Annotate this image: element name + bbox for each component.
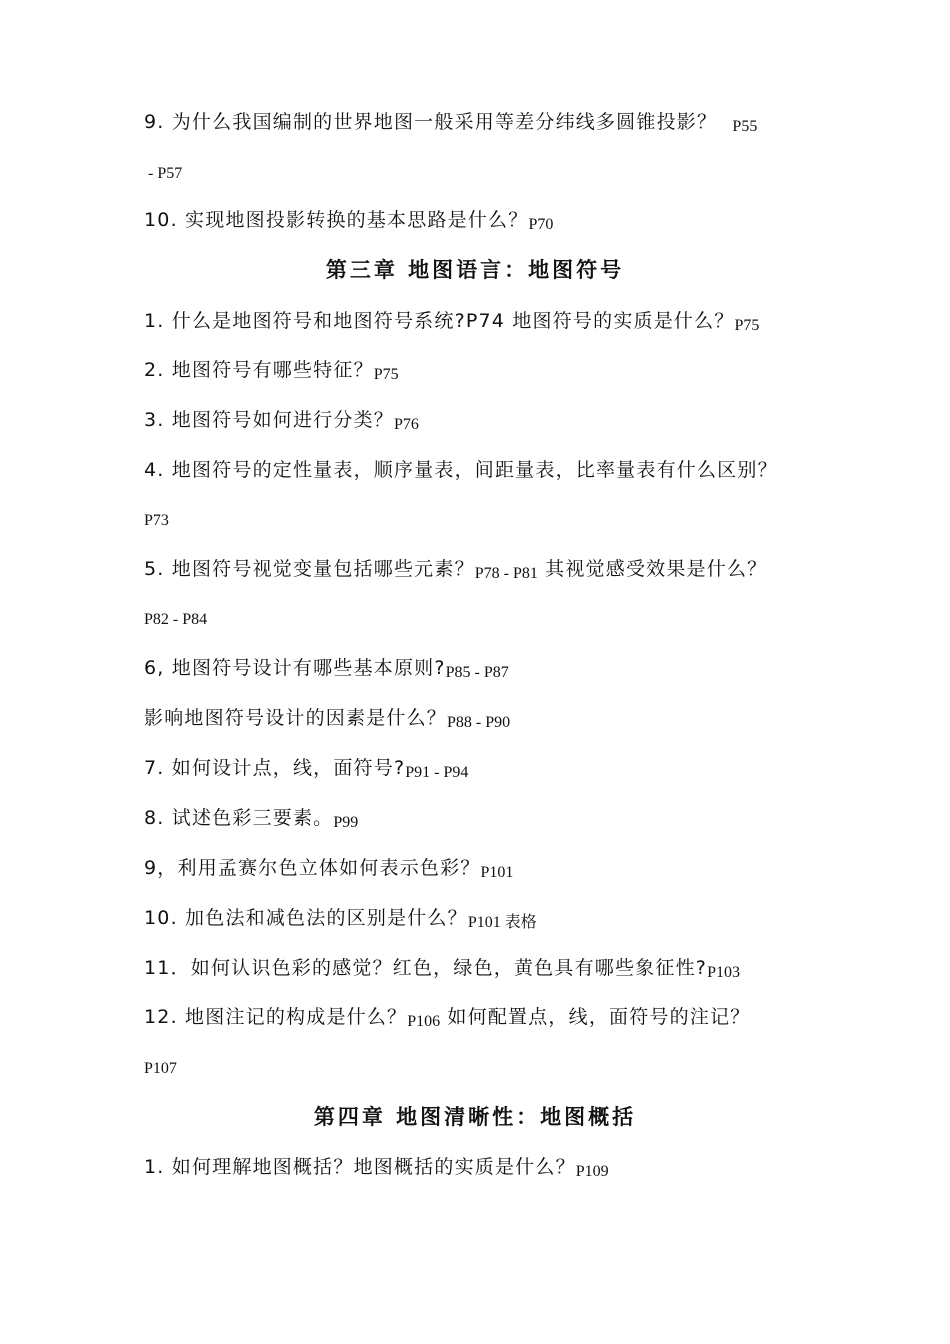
question-text: 11．如何认识色彩的感觉？红色，绿色，黄色具有哪些象征性? bbox=[144, 957, 708, 979]
question-text: 2. 地图符号有哪些特征？ bbox=[144, 359, 374, 381]
page-ref: P75 bbox=[734, 317, 760, 334]
question-ch3-12 bbox=[144, 1005, 750, 1031]
page-ref: P99 bbox=[333, 814, 359, 831]
question-text: 6, 地图符号设计有哪些基本原则? bbox=[144, 657, 446, 679]
question-text: 1. 什么是地图符号和地图符号系统?P74 地图符号的实质是什么？ bbox=[144, 310, 735, 332]
question-text-cont: 其视觉感受效果是什么？ bbox=[545, 558, 768, 580]
chapter-4-heading: 第四章 地图清晰性：地图概括 bbox=[313, 1104, 637, 1129]
question-ch3-12-ref bbox=[144, 1055, 177, 1081]
question-ch3-9 bbox=[144, 856, 513, 882]
question-ch3-3 bbox=[144, 408, 419, 434]
question-text: 5. 地图符号视觉变量包括哪些元素？ bbox=[144, 558, 475, 580]
page-ref: P88 - P90 bbox=[447, 714, 511, 731]
question-ch3-7 bbox=[144, 756, 468, 782]
page-ref: P76 bbox=[393, 416, 419, 433]
page-ref: P91 - P94 bbox=[405, 764, 469, 781]
question-ch3-6 bbox=[144, 656, 509, 682]
question-text: 9. 为什么我国编制的世界地图一般采用等差分纬线多圆锥投影？ bbox=[144, 111, 718, 133]
question-text-cont: 如何配置点，线，面符号的注记？ bbox=[447, 1006, 751, 1028]
question-text: 1. 如何理解地图概括？地图概括的实质是什么？ bbox=[144, 1156, 576, 1178]
page-ref: - P57 bbox=[148, 165, 183, 182]
question-text: 8. 试述色彩三要素。 bbox=[144, 807, 334, 829]
question-ch2-10 bbox=[144, 208, 553, 234]
question-text: 10. 实现地图投影转换的基本思路是什么？ bbox=[144, 209, 529, 231]
question-ch3-4-ref bbox=[144, 507, 169, 533]
page-ref: P70 bbox=[528, 216, 554, 233]
question-ch2-9-ref-cont bbox=[148, 160, 182, 186]
page-ref: P106 bbox=[407, 1013, 441, 1030]
question-ch3-2 bbox=[144, 358, 399, 384]
page-ref: P85 - P87 bbox=[445, 664, 509, 681]
page-ref: P103 bbox=[707, 964, 740, 981]
question-text: 9，利用孟赛尔色立体如何表示色彩？ bbox=[144, 857, 481, 879]
page-ref: P75 bbox=[373, 366, 399, 383]
question-ch3-11 bbox=[144, 956, 740, 982]
page-ref: P55 bbox=[732, 118, 758, 135]
page-ref: P107 bbox=[144, 1060, 177, 1077]
question-ch3-1 bbox=[144, 309, 759, 335]
question-text: 7. 如何设计点，线，面符号? bbox=[144, 757, 406, 779]
page-ref: P101 表格 bbox=[467, 914, 537, 931]
page-ref: P73 bbox=[144, 512, 169, 529]
question-ch3-5-ref bbox=[144, 606, 207, 632]
question-text: 10. 加色法和减色法的区别是什么？ bbox=[144, 907, 468, 929]
chapter-3-heading: 第三章 地图语言：地图符号 bbox=[325, 257, 625, 282]
question-ch3-5 bbox=[144, 557, 767, 583]
question-text: 影响地图符号设计的因素是什么？ bbox=[144, 707, 448, 729]
question-ch3-8 bbox=[144, 806, 358, 832]
question-ch3-10 bbox=[144, 906, 537, 932]
page-ref: P109 bbox=[575, 1163, 609, 1180]
question-text: 4. 地图符号的定性量表，顺序量表，间距量表，比率量表有什么区别？ bbox=[144, 459, 778, 481]
page-ref: P78 - P81 bbox=[474, 565, 538, 582]
question-ch3-6b bbox=[144, 706, 510, 732]
page-ref: P101 bbox=[480, 864, 514, 881]
question-ch3-4 bbox=[144, 458, 778, 482]
question-ch4-1 bbox=[144, 1155, 609, 1181]
question-ch2-9 bbox=[144, 110, 757, 136]
question-text: 12. 地图注记的构成是什么？ bbox=[144, 1006, 408, 1028]
page-ref: P82 - P84 bbox=[144, 611, 208, 628]
question-text: 3. 地图符号如何进行分类？ bbox=[144, 409, 394, 431]
